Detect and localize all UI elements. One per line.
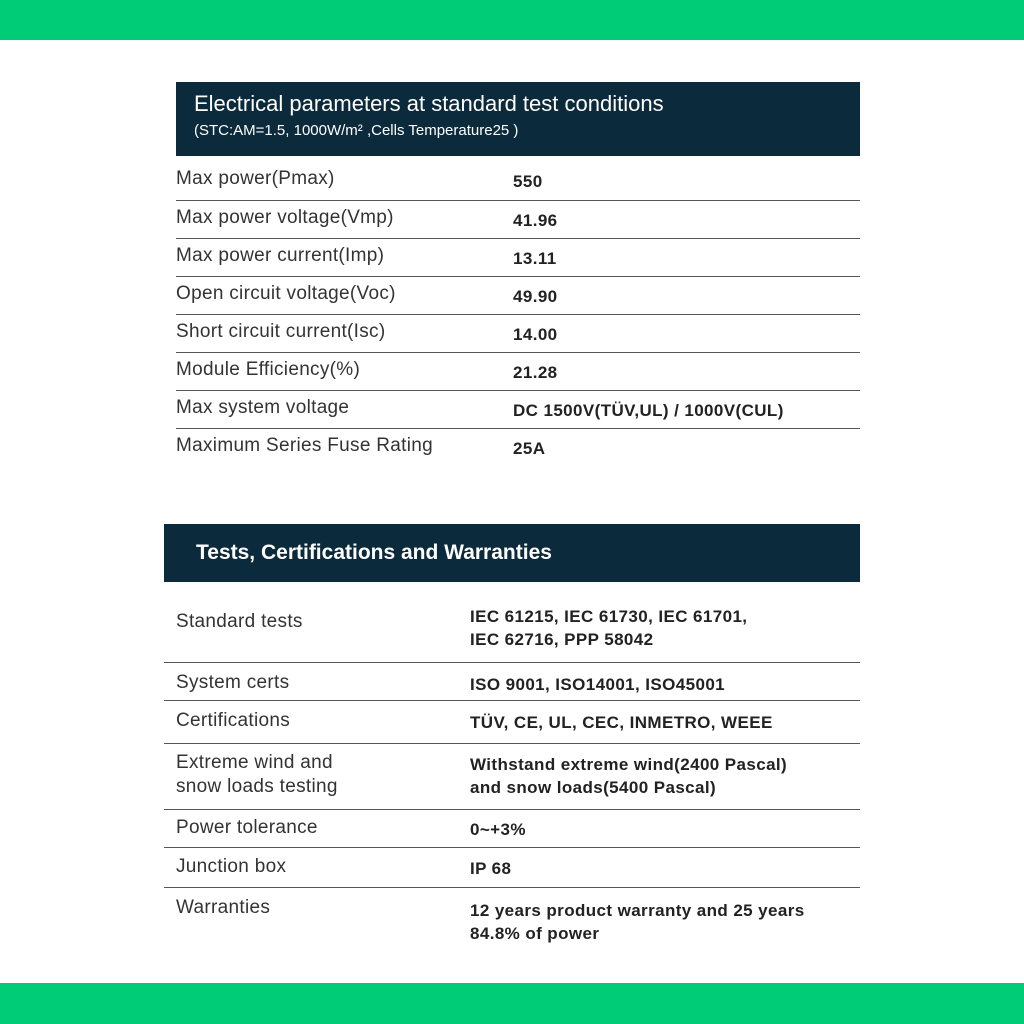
param-label: Open circuit voltage(Voc)	[176, 276, 513, 314]
table-row	[176, 238, 860, 276]
param-label: Warranties	[176, 896, 271, 918]
param-label: Max power current(Imp)	[176, 238, 513, 276]
tests-header	[164, 524, 860, 582]
table-row	[164, 743, 860, 809]
param-value: 0~+3%	[470, 809, 860, 847]
table-row	[176, 162, 860, 200]
table-row	[176, 314, 860, 352]
table-row	[164, 598, 860, 662]
table-row	[176, 200, 860, 238]
table-row	[164, 887, 860, 949]
param-label: Max power voltage(Vmp)	[176, 200, 513, 238]
tests-title: Tests, Certifications and Warranties	[196, 541, 552, 564]
param-label: Junction box	[164, 847, 470, 887]
table-row	[176, 428, 860, 472]
param-value: Withstand extreme wind(2400 Pascal) and snow loads(5400 Pascal)	[470, 743, 860, 809]
param-label: Max power(Pmax)	[176, 162, 513, 200]
param-value: IEC 61215, IEC 61730, IEC 61701, IEC 62716, PPP 58042	[470, 598, 860, 662]
param-label: Power tolerance	[164, 809, 470, 847]
table-row	[164, 809, 860, 847]
table-row	[176, 276, 860, 314]
param-label: Module Efficiency(%)	[176, 352, 513, 390]
bottom-accent-bar	[0, 983, 1024, 1024]
param-label: Short circuit current(Isc)	[176, 314, 513, 352]
param-label: Certifications	[164, 700, 470, 743]
param-value: 14.00	[513, 314, 860, 352]
param-value: 25A	[513, 438, 546, 458]
param-value: IP 68	[470, 847, 860, 887]
param-value: DC 1500V(TÜV,UL) / 1000V(CUL)	[513, 390, 860, 428]
table-row	[176, 390, 860, 428]
param-value: 49.90	[513, 276, 860, 314]
param-label: Max system voltage	[176, 390, 513, 428]
param-label: Standard tests	[164, 598, 470, 662]
param-value: 12 years product warranty and 25 years 84.8% of power	[470, 900, 805, 943]
table-row	[164, 847, 860, 887]
table-row	[164, 662, 860, 700]
top-accent-bar	[0, 0, 1024, 40]
param-value: 21.28	[513, 352, 860, 390]
param-value: 41.96	[513, 200, 860, 238]
table-row	[164, 700, 860, 743]
tests-table	[164, 598, 860, 949]
electrical-title: Electrical parameters at standard test conditions	[194, 91, 664, 116]
param-label: Maximum Series Fuse Rating	[176, 434, 433, 456]
param-value: 13.11	[513, 238, 860, 276]
param-value: ISO 9001, ISO14001, ISO45001	[470, 662, 860, 700]
param-value: 550	[513, 162, 860, 200]
electrical-header	[176, 82, 860, 156]
param-label: Extreme wind and snow loads testing	[164, 743, 470, 809]
electrical-subtitle: (STC:AM=1.5, 1000W/m² ,Cells Temperature25 )	[194, 122, 519, 139]
param-label: System certs	[164, 662, 470, 700]
param-value: TÜV, CE, UL, CEC, INMETRO, WEEE	[470, 700, 860, 743]
electrical-table	[176, 162, 860, 472]
table-row	[176, 352, 860, 390]
